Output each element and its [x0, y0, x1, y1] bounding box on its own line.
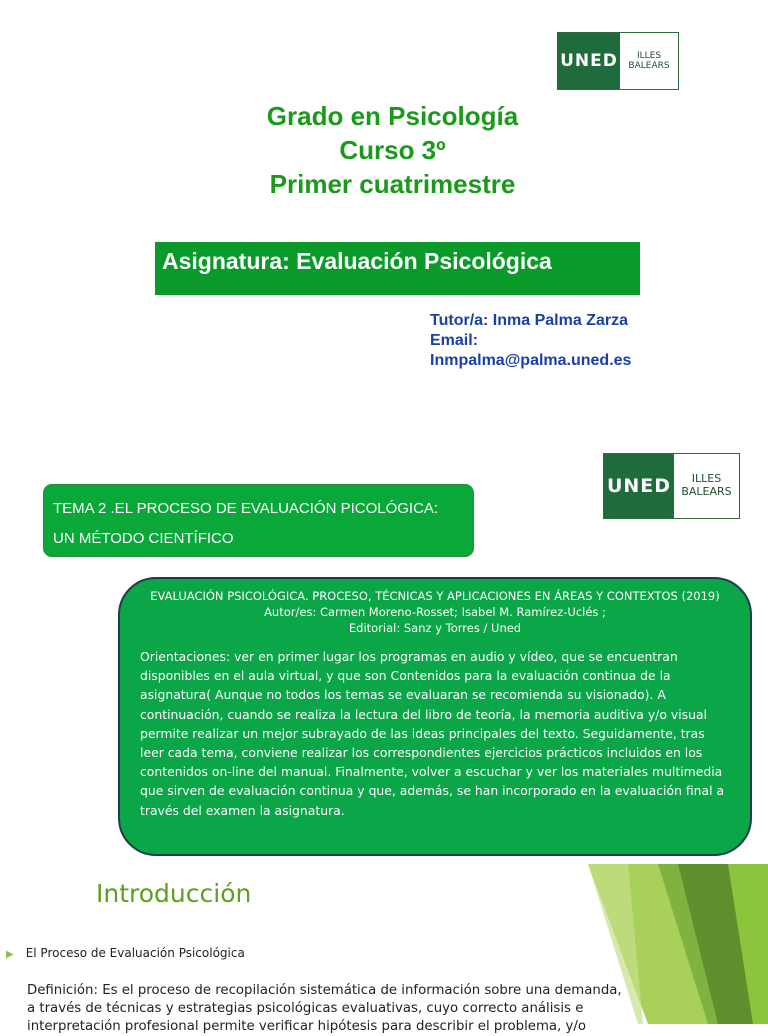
bullet-triangle-icon: ▶ — [6, 949, 14, 960]
orientaciones-text: Orientaciones: ver en primer lugar los programas en audio y vídeo, que se encuentran disponibles en el aula virtual, y que son Contenidos para la evaluación continua de la asignatura( Aunque no todos los temas se evaluaran se recomienda su visionado). A continuación, cuando se realiza la lectura del libro de teoría, la memoria auditiva y/o visual permite realizar un mejor subrayado de las ideas principales del texto. Seguidamente, tras leer cada tema, conviene realizar los correspondientes ejercicios prácticos incluidos en los contenidos on-line del manual. Finalmente, volver a escuchar y ver los materiales multimedia que sirven de evaluación continua y que, además, se han incorporado en la evaluación final a través del examen la asignatura. — [140, 649, 725, 818]
tema-line-2: UN MÉTODO CIENTÍFICO — [53, 530, 234, 547]
course-title — [0, 99, 768, 201]
bullet-item — [6, 946, 245, 960]
tema-box — [43, 484, 474, 557]
illes-balears-logo — [674, 454, 739, 518]
book-authors: Autor/es: Carmen Moreno-Rosset; Isabel M. Ramírez-Uclés ; — [264, 605, 606, 619]
asignatura-banner: Asignatura: Evaluación Psicológica — [155, 242, 640, 295]
definition-text: Definición: Es el proceso de recopilación sistemática de información sobre una demanda, a través de técnicas y estrategias psicológicas evaluativas, cuyo correcto análisis e interpretación profesional permite verificar hipótesis para describir el problema, y/o — [27, 983, 622, 1034]
book-info-box — [118, 577, 752, 856]
illes-balears-logo — [620, 33, 678, 89]
illes-text: ILLES — [636, 50, 662, 61]
book-editorial: Editorial: Sanz y Torres / Uned — [348, 621, 522, 635]
bullet-text: El Proceso de Evaluación Psicológica — [25, 946, 245, 960]
tutor-info — [430, 311, 631, 371]
uned-logo-middle — [603, 453, 740, 519]
email-label: Email: — [430, 332, 479, 349]
title-line-1: Grado en Psicología — [266, 101, 519, 131]
tutor-email[interactable]: Inmpalma@palma.uned.es — [430, 352, 632, 369]
illes-text: ILLES — [691, 472, 722, 486]
title-line-3: Primer cuatrimestre — [269, 169, 516, 199]
book-title: EVALUACIÓN PSICOLÓGICA. PROCESO, TÉCNICAS Y APLICACIONES EN ÁREAS Y CONTEXTOS (2019) — [150, 589, 720, 603]
uned-logo-mark: UNED — [604, 454, 674, 518]
uned-logo-mark: UNED — [558, 33, 620, 89]
title-line-2: Curso 3º — [339, 135, 446, 165]
tutor-name: Tutor/a: Inma Palma Zarza — [430, 312, 628, 329]
tema-line-1: TEMA 2 .EL PROCESO DE EVALUACIÓN PICOLÓGICA: — [53, 500, 439, 517]
balears-text: BALEARS — [681, 485, 732, 498]
book-reference — [140, 588, 730, 636]
decorative-green-shapes — [588, 864, 768, 1024]
intro-heading: Introducción — [96, 879, 252, 908]
uned-logo-top — [557, 32, 679, 90]
balears-text: BALEARS — [628, 61, 670, 71]
